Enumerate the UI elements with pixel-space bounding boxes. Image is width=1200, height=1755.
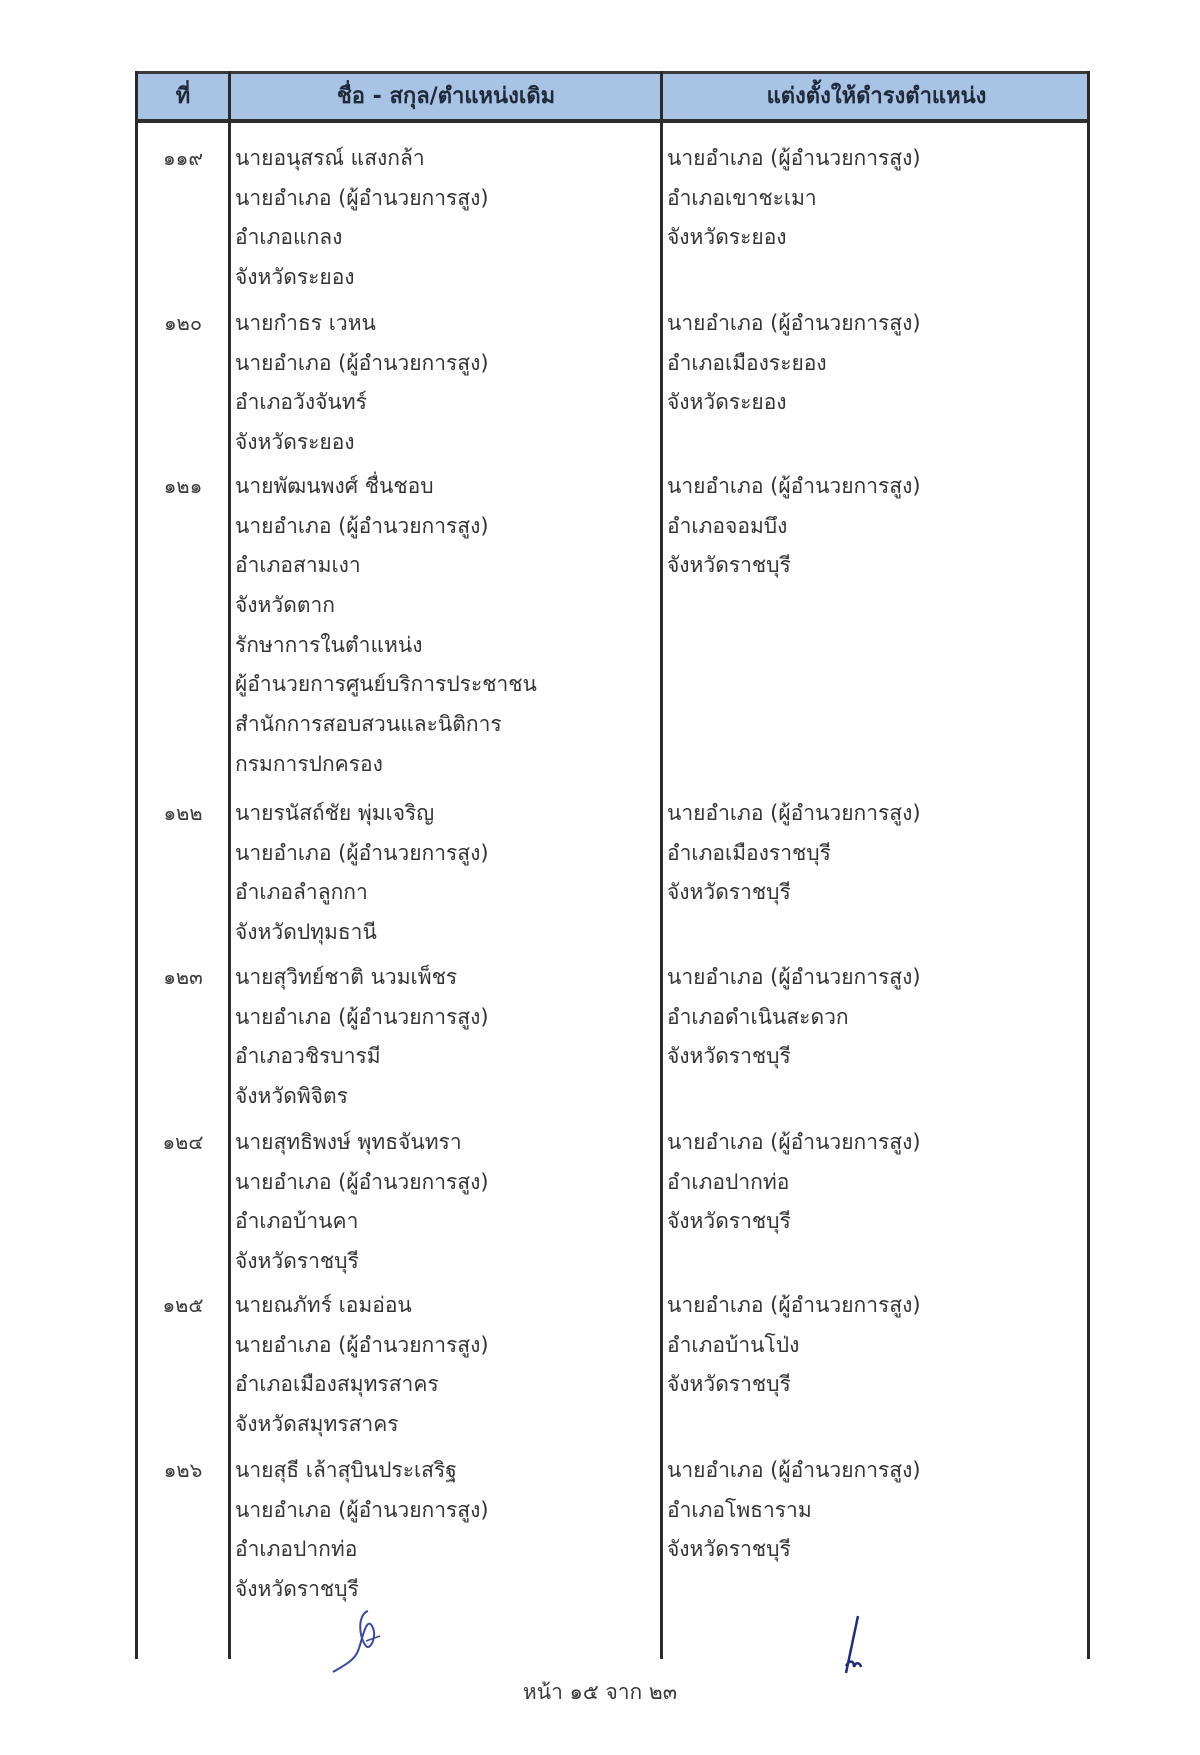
old-position-line: นายอำเภอ (ผู้อำนวยการสูง)	[235, 1004, 489, 1029]
old-position-line: อำเภอลำลูกกา	[235, 880, 368, 905]
old-position-line: จังหวัดตาก	[235, 593, 335, 618]
new-position-cell	[667, 466, 1087, 585]
old-position-cell	[235, 1450, 655, 1609]
old-position-line: สำนักการสอบสวนและนิติการ	[235, 712, 502, 737]
new-position-line: อำเภอเขาชะเมา	[667, 185, 817, 210]
new-position-cell	[667, 1122, 1087, 1241]
new-position-cell	[667, 793, 1087, 912]
header-new-position: แต่งตั้งให้ดำรงตำแหน่ง	[766, 84, 987, 109]
person-name: นายสุธี เล้าสุบินประเสริฐ	[235, 1458, 457, 1482]
header-number: ที่	[175, 84, 191, 109]
new-position-line: จังหวัดระยอง	[667, 390, 787, 415]
old-position-line: อำเภอแกลง	[235, 225, 343, 250]
row-number: ๑๑๙	[162, 146, 204, 170]
new-position-cell	[667, 138, 1087, 257]
new-position-line: นายอำเภอ (ผู้อำนวยการสูง)	[667, 474, 921, 498]
row-number: ๑๒๕	[162, 1293, 204, 1317]
person-name: นายสุวิทย์ชาติ นวมเพ็ชร	[235, 965, 458, 989]
new-position-line: อำเภอโพธาราม	[667, 1497, 812, 1522]
page-number: หน้า ๑๕ จาก ๒๓	[522, 1680, 678, 1704]
new-position-line: อำเภอเมืองราชบุรี	[667, 840, 831, 865]
old-position-line: อำเภอปากท่อ	[235, 1537, 358, 1562]
old-position-line: อำเภอสามเงา	[235, 553, 361, 578]
new-position-line: จังหวัดราชบุรี	[667, 1044, 791, 1069]
new-position-line: นายอำเภอ (ผู้อำนวยการสูง)	[667, 1293, 921, 1317]
row-number: ๑๒๒	[163, 801, 203, 825]
new-position-line: นายอำเภอ (ผู้อำนวยการสูง)	[667, 311, 921, 335]
new-position-line: อำเภอเมืองระยอง	[667, 350, 827, 375]
old-position-cell	[235, 138, 655, 297]
new-position-line: จังหวัดราชบุรี	[667, 553, 791, 578]
new-position-line: จังหวัดราชบุรี	[667, 1372, 791, 1397]
new-position-cell	[667, 957, 1087, 1076]
new-position-line: จังหวัดราชบุรี	[667, 1537, 791, 1562]
new-position-line: นายอำเภอ (ผู้อำนวยการสูง)	[667, 1458, 921, 1482]
old-position-line: นายอำเภอ (ผู้อำนวยการสูง)	[235, 513, 489, 538]
old-position-line: นายอำเภอ (ผู้อำนวยการสูง)	[235, 1497, 489, 1522]
old-position-line: นายอำเภอ (ผู้อำนวยการสูง)	[235, 185, 489, 210]
new-position-cell	[667, 1450, 1087, 1569]
person-name: นายสุทธิพงษ์ พุทธจันทรา	[235, 1130, 462, 1154]
person-name: นายอนุสรณ์ แสงกล้า	[235, 146, 425, 170]
signature-left-icon	[328, 1606, 408, 1676]
old-position-line: จังหวัดราชบุรี	[235, 1249, 359, 1274]
header-old-position: ชื่อ - สกุล/ตำแหน่งเดิม	[336, 84, 556, 109]
old-position-line: จังหวัดสมุทรสาคร	[235, 1412, 399, 1437]
table-header	[138, 71, 1087, 123]
row-number: ๑๒๔	[162, 1130, 204, 1154]
old-position-line: อำเภอวชิรบารมี	[235, 1044, 381, 1069]
row-number: ๑๒๑	[163, 474, 203, 498]
old-position-cell	[235, 1122, 655, 1281]
row-number: ๑๒๓	[163, 965, 203, 989]
old-position-line: จังหวัดระยอง	[235, 430, 355, 455]
new-position-line: จังหวัดราชบุรี	[667, 1209, 791, 1234]
new-position-line: จังหวัดระยอง	[667, 225, 787, 250]
old-position-cell	[235, 957, 655, 1116]
new-position-line: นายอำเภอ (ผู้อำนวยการสูง)	[667, 965, 921, 989]
old-position-cell	[235, 303, 655, 462]
appointment-table	[135, 71, 1090, 1659]
old-position-line: จังหวัดระยอง	[235, 265, 355, 290]
column-divider	[660, 71, 663, 1659]
person-name: นายณภัทร์ เอมอ่อน	[235, 1293, 412, 1317]
old-position-line: ผู้อำนวยการศูนย์บริการประชาชน	[235, 672, 537, 697]
person-name: นายกำธร เวหน	[235, 311, 376, 335]
old-position-line: จังหวัดปทุมธานี	[235, 920, 377, 945]
new-position-line: นายอำเภอ (ผู้อำนวยการสูง)	[667, 1130, 921, 1154]
old-position-line: นายอำเภอ (ผู้อำนวยการสูง)	[235, 1169, 489, 1194]
old-position-line: นายอำเภอ (ผู้อำนวยการสูง)	[235, 350, 489, 375]
new-position-cell	[667, 1285, 1087, 1404]
new-position-line: อำเภอจอมบึง	[667, 513, 788, 538]
person-name: นายพัฒนพงศ์ ชื่นชอบ	[235, 474, 434, 498]
old-position-line: รักษาการในตำแหน่ง	[235, 632, 423, 657]
old-position-line: อำเภอวังจันทร์	[235, 390, 367, 415]
new-position-line: นายอำเภอ (ผู้อำนวยการสูง)	[667, 146, 921, 170]
row-number: ๑๒๖	[163, 1458, 203, 1482]
new-position-line: จังหวัดราชบุรี	[667, 880, 791, 905]
old-position-line: อำเภอเมืองสมุทรสาคร	[235, 1372, 439, 1397]
new-position-line: นายอำเภอ (ผู้อำนวยการสูง)	[667, 801, 921, 825]
column-divider	[228, 71, 231, 1659]
old-position-line: นายอำเภอ (ผู้อำนวยการสูง)	[235, 840, 489, 865]
old-position-line: กรมการปกครอง	[235, 751, 383, 776]
old-position-line: นายอำเภอ (ผู้อำนวยการสูง)	[235, 1332, 489, 1357]
old-position-line: จังหวัดราชบุรี	[235, 1577, 359, 1602]
new-position-line: อำเภอปากท่อ	[667, 1169, 790, 1194]
old-position-cell	[235, 793, 655, 952]
old-position-line: อำเภอบ้านคา	[235, 1209, 359, 1234]
old-position-cell	[235, 1285, 655, 1444]
new-position-line: อำเภอดำเนินสะดวก	[667, 1004, 849, 1029]
new-position-line: อำเภอบ้านโป่ง	[667, 1332, 800, 1357]
signature-right-icon	[828, 1611, 878, 1681]
old-position-line: จังหวัดพิจิตร	[235, 1084, 348, 1109]
old-position-cell	[235, 466, 655, 784]
new-position-cell	[667, 303, 1087, 422]
row-number: ๑๒๐	[163, 311, 203, 335]
person-name: นายรนัสถ์ชัย พุ่มเจริญ	[235, 801, 435, 825]
